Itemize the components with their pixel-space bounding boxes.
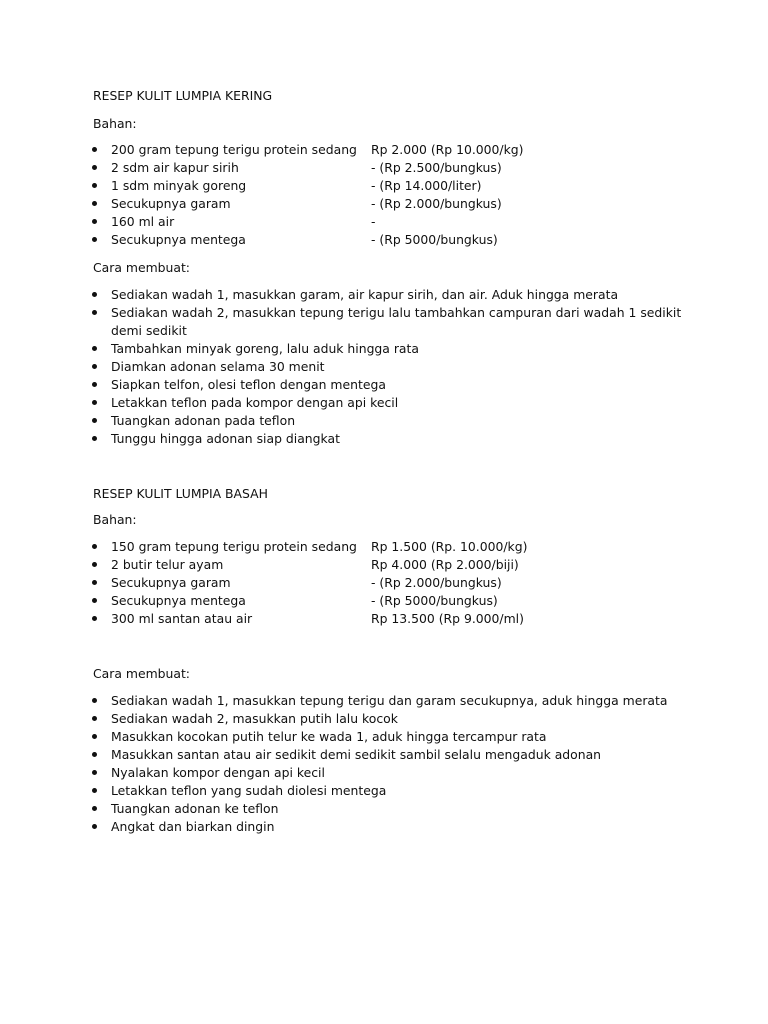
list-item: Sediakan wadah 1, masukkan garam, air kapur sirih, dan air. Aduk hingga merata: [88, 286, 691, 304]
ingredient-name: 2 butir telur ayam: [111, 557, 224, 572]
recipe2-title: RESEP KULIT LUMPIA BASAH: [93, 486, 268, 501]
list-item: Tambahkan minyak goreng, lalu aduk hingga rata: [88, 340, 691, 358]
list-item: Diamkan adonan selama 30 menit: [88, 358, 691, 376]
ingredient-price: - (Rp 2.500/bungkus): [371, 160, 502, 175]
list-item: Tuangkan adonan pada teflon: [88, 412, 691, 430]
ingredient-name: 200 gram tepung terigu protein sedang: [111, 142, 357, 157]
list-item: Letakkan teflon pada kompor dengan api kecil: [88, 394, 691, 412]
list-item: [88, 574, 527, 592]
ingredient-price: - (Rp 5000/bungkus): [371, 232, 498, 247]
ingredient-name: Secukupnya mentega: [111, 593, 246, 608]
ingredient-price: - (Rp 14.000/liter): [371, 178, 482, 193]
ingredient-price: - (Rp 2.000/bungkus): [371, 196, 502, 211]
ingredient-name: 300 ml santan atau air: [111, 611, 253, 626]
list-item: [88, 213, 523, 231]
list-item: [88, 556, 527, 574]
ingredient-name: 1 sdm minyak goreng: [111, 178, 247, 193]
list-item: [88, 538, 527, 556]
ingredient-price: - (Rp 2.000/bungkus): [371, 575, 502, 590]
list-item: [88, 592, 527, 610]
recipe1-ingredients-list: [88, 141, 523, 249]
list-item: Sediakan wadah 2, masukkan putih lalu kocok: [88, 710, 667, 728]
list-item: Tunggu hingga adonan siap diangkat: [88, 430, 691, 448]
list-item: Sediakan wadah 2, masukkan tepung terigu lalu tambahkan campuran dari wadah 1 sedikit demi sedikit: [88, 304, 691, 340]
ingredient-price: Rp 2.000 (Rp 10.000/kg): [371, 142, 524, 157]
ingredient-price: -: [371, 214, 376, 229]
list-item: [88, 231, 523, 249]
list-item: [88, 159, 523, 177]
recipe1-steps-label: Cara membuat:: [93, 260, 190, 275]
ingredient-name: 150 gram tepung terigu protein sedang: [111, 539, 357, 554]
ingredient-name: Secukupnya mentega: [111, 232, 246, 247]
recipe2-steps-label: Cara membuat:: [93, 666, 190, 681]
ingredient-price: Rp 13.500 (Rp 9.000/ml): [371, 611, 524, 626]
list-item: [88, 610, 527, 628]
list-item: Masukkan kocokan putih telur ke wada 1, aduk hingga tercampur rata: [88, 728, 667, 746]
list-item: [88, 195, 523, 213]
recipe1-steps-list: [88, 286, 691, 448]
ingredient-name: Secukupnya garam: [111, 196, 231, 211]
recipe2-steps-list: [88, 692, 667, 836]
list-item: [88, 141, 523, 159]
list-item: Siapkan telfon, olesi teflon dengan mentega: [88, 376, 691, 394]
recipe1-title: RESEP KULIT LUMPIA KERING: [93, 88, 273, 103]
list-item: Sediakan wadah 1, masukkan tepung terigu dan garam secukupnya, aduk hingga merata: [88, 692, 667, 710]
list-item: Tuangkan adonan ke teflon: [88, 800, 667, 818]
ingredient-name: 2 sdm air kapur sirih: [111, 160, 239, 175]
ingredient-price: Rp 4.000 (Rp 2.000/biji): [371, 557, 519, 572]
recipe1-ingredients-label: Bahan:: [93, 116, 137, 131]
ingredient-name: 160 ml air: [111, 214, 175, 229]
recipe2-ingredients-list: [88, 538, 527, 628]
list-item: Letakkan teflon yang sudah diolesi mentega: [88, 782, 667, 800]
ingredient-name: Secukupnya garam: [111, 575, 231, 590]
list-item: Angkat dan biarkan dingin: [88, 818, 667, 836]
recipe2-ingredients-label: Bahan:: [93, 512, 137, 527]
ingredient-price: Rp 1.500 (Rp. 10.000/kg): [371, 539, 528, 554]
ingredient-price: - (Rp 5000/bungkus): [371, 593, 498, 608]
list-item: Nyalakan kompor dengan api kecil: [88, 764, 667, 782]
list-item: Masukkan santan atau air sedikit demi sedikit sambil selalu mengaduk adonan: [88, 746, 667, 764]
list-item: [88, 177, 523, 195]
